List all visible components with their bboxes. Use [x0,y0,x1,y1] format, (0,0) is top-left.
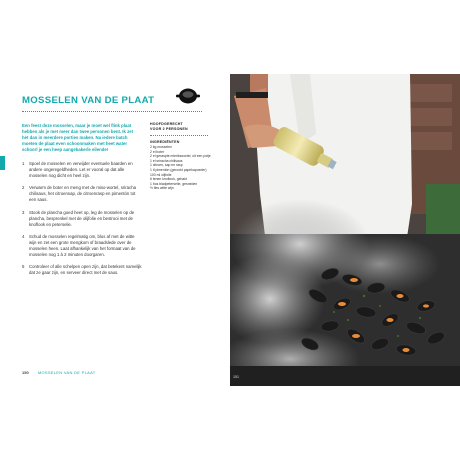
recipe-title: MOSSELEN VAN DE PLAAT [22,95,155,106]
ingredient-item: 2 el boter [150,149,165,154]
ingredient-item: 100 ml olijfolie [150,172,172,177]
servings-label: VOOR 2 PERSONEN [150,127,188,131]
recipe-step [22,185,142,203]
ingredient-item: 1 tl pimentón (gerookt paprikapoeder) [150,167,207,172]
recipe-steps [22,161,142,282]
step-text: Schud de mosselen regelmatig om, blus af met de witte wijn en zet een grote mengkom of braadslede over de mosselen heen. Laat afhankelijk van het formaat van de mosselen nog 1 à 2 minuten doorgaren. [29,233,136,258]
course-label: HOOFDGERECHT [150,122,183,126]
step-number: 1 [22,161,25,166]
sidebar-divider [150,135,208,136]
page-footer [22,370,96,375]
plancha-pan-icon [175,87,201,105]
page-number: 150 [22,370,29,375]
step-text: Verwarm de boter en meng met de miso-wortel, sriracha chilisaus, het citroensap, de citroenrasp en pimentón tot een saus. [29,185,136,203]
step-text: Stook de plancha goed heet op, leg de mosselen op de plancha, besprenkel met de olijfolie en bestrooi met de knoflook en peterselie. [29,209,135,227]
recipe-step [22,161,142,179]
recipe-step [22,210,142,228]
recipe-page [0,74,230,386]
ingredient-item: 2 el geraspte mierikswortel, uit een potje [150,154,211,159]
step-number: 4 [22,233,25,239]
recipe-step [22,264,142,276]
ingredient-item: ½ fles witte wijn [150,186,174,191]
page-tab-marker [0,156,5,170]
step-number: 5 [22,264,25,270]
photo-page [230,74,460,386]
step-number: 2 [22,185,25,191]
running-title: MOSSELEN VAN DE PLAAT [37,370,96,375]
recipe-step [22,234,142,258]
ingredient-item: 2 kg mosselen [150,145,172,149]
recipe-sidebar [150,122,212,191]
step-text: Controleer of alle schelpen open zijn, dat betekent namelijk dat ze gaar zijn, en serveer direct met de saus. [29,264,142,276]
mussels-plancha-photo [230,74,460,386]
ingredients-heading: INGREDIËNTEN [150,140,180,144]
book-spread [0,74,460,386]
ingredient-item: 1 el sriracha chilisaus [150,158,183,163]
step-text: Spoel de mosselen en verwijder eventuele baarden en andere ongeregeldheden. Let er vooral op dat alle mosselen nog dicht en heel zijn. [29,161,133,179]
title-divider [22,111,202,112]
page-number-right: 151 [233,375,239,379]
step-number: 3 [22,209,25,215]
recipe-intro: Een feest deze mosselen, maar je moet wel flink plaat hebben als je met meer dan twee personen bent. Ik zet het dan in meerdere porties maken. Na iedere batch moeten de plaat even schoonmaken met heet water schoorl je een heep aangebakerle eilende! [22,123,134,153]
ingredient-item: 6 tenen knoflook, gehakt [150,177,187,182]
ingredient-item: 1 citroen, sap en rasp [150,163,183,168]
ingredient-list [150,145,212,191]
ingredient-item: 1 bos bladpeterselie, gesneden [150,181,198,186]
